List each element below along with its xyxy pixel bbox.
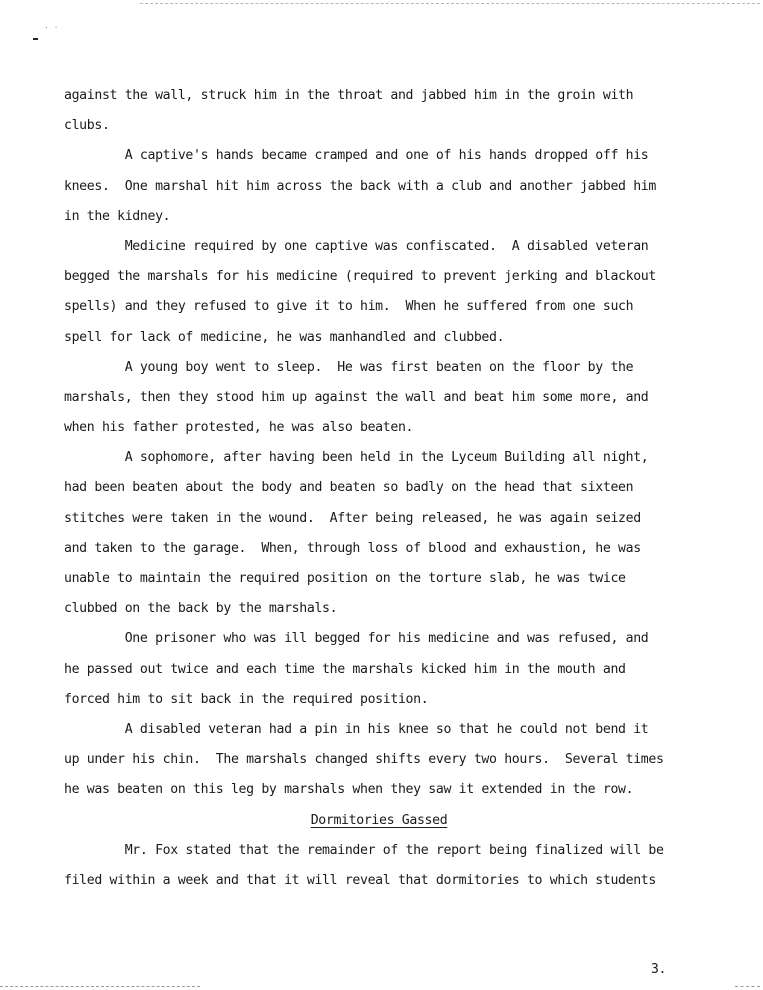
page-number: 3. bbox=[651, 962, 667, 977]
section-heading: Dormitories Gassed bbox=[310, 812, 448, 828]
scan-edge-bottom-right bbox=[735, 986, 760, 987]
text-line: A captive's hands became cramped and one of his hands dropped off his bbox=[64, 148, 649, 164]
text-line: in the kidney. bbox=[64, 208, 171, 224]
text-line: stitches were taken in the wound. After being released, he was again seized bbox=[64, 510, 641, 526]
text-line: and taken to the garage. When, through loss of blood and exhaustion, he was bbox=[64, 540, 641, 556]
text-line: spells) and they refused to give it to him. When he suffered from one such bbox=[64, 299, 634, 315]
text-line: spell for lack of medicine, he was manhandled and clubbed. bbox=[64, 329, 505, 345]
text-line: forced him to sit back in the required position. bbox=[64, 691, 429, 707]
text-line: A sophomore, after having been held in the Lyceum Building all night, bbox=[64, 450, 649, 466]
text-line: marshals, then they stood him up against the wall and beat him some more, and bbox=[64, 389, 649, 405]
text-line: filed within a week and that it will reveal that dormitories to which students bbox=[64, 872, 656, 888]
text-line: he was beaten on this leg by marshals when they saw it extended in the row. bbox=[64, 782, 634, 798]
text-line: One prisoner who was ill begged for his medicine and was refused, and bbox=[64, 631, 649, 647]
text-line: A young boy went to sleep. He was first beaten on the floor by the bbox=[64, 359, 634, 375]
text-line: clubbed on the back by the marshals. bbox=[64, 601, 338, 617]
scan-edge-top bbox=[140, 3, 760, 4]
text-line: unable to maintain the required position on the torture slab, he was twice bbox=[64, 571, 626, 586]
text-line: had been beaten about the body and beaten so badly on the head that sixteen bbox=[64, 480, 634, 496]
text-line: against the wall, struck him in the throat and jabbed him in the groin with bbox=[64, 88, 634, 103]
text-line: A disabled veteran had a pin in his knee so that he could not bend it bbox=[64, 721, 649, 737]
text-line: clubs. bbox=[64, 118, 110, 134]
document-body bbox=[64, 81, 684, 896]
text-line: Medicine required by one captive was confiscated. A disabled veteran bbox=[64, 238, 649, 254]
scan-edge-bottom bbox=[0, 986, 200, 987]
section-heading-line bbox=[64, 806, 684, 836]
text-line: when his father protested, he was also beaten. bbox=[64, 420, 414, 436]
scan-mark bbox=[33, 38, 38, 40]
text-line: begged the marshals for his medicine (required to prevent jerking and blackout bbox=[64, 269, 656, 285]
text-line: Mr. Fox stated that the remainder of the report being finalized will be bbox=[64, 842, 664, 858]
text-line: up under his chin. The marshals changed shifts every two hours. Several times bbox=[64, 752, 664, 768]
text-line: knees. One marshal hit him across the back with a club and another jabbed him bbox=[64, 178, 656, 194]
text-line: he passed out twice and each time the marshals kicked him in the mouth and bbox=[64, 661, 626, 677]
scan-dots: · · bbox=[44, 23, 59, 32]
